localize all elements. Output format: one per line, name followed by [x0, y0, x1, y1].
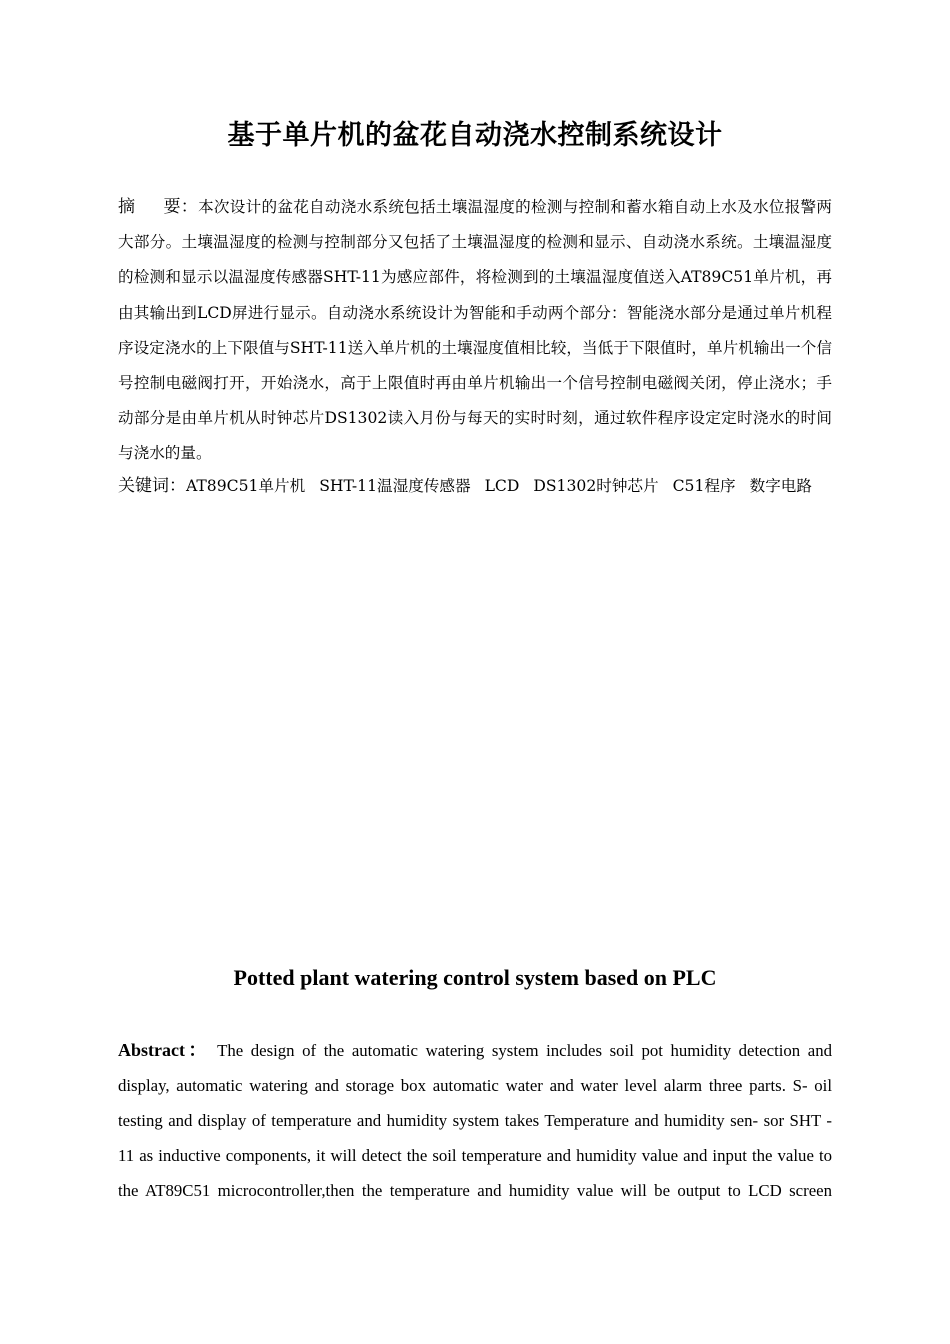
keyword: 数字电路 — [749, 477, 812, 495]
abstract-label-char-1: 摘 — [118, 197, 136, 217]
abstract-label-char-2: 要： — [163, 197, 199, 217]
english-abstract — [118, 1033, 832, 1208]
chinese-abstract — [118, 190, 832, 472]
chinese-title: 基于单片机的盆花自动浇水控制系统设计 — [227, 120, 723, 151]
english-title: Potted plant watering control system based on PLC — [233, 965, 717, 990]
chinese-keywords — [118, 469, 832, 504]
english-abstract-label: Abstract： — [118, 1040, 210, 1060]
keyword: C51程序 — [672, 477, 736, 495]
english-abstract-text: The design of the automatic watering system includes soil pot humidity detection and display, automatic watering and storage box automatic water and water level alarm three parts. S- oil testing and display of temperature and humidity system takes Temperature and humidity sen- sor SHT - 11 as inductive components, it will detect the soil temperature and humidity value and input the value to the AT89C51 microcontroller,then the temperature and humidity value will be output to LCD screen — [118, 1041, 832, 1200]
keyword: AT89C51单片机 — [186, 477, 306, 495]
keyword: DS1302时钟芯片 — [533, 477, 659, 495]
chinese-abstract-text: 本次设计的盆花自动浇水系统包括土壤温湿度的检测与控制和蓄水箱自动上水及水位报警两大部分。土壤温湿度的检测与控制部分又包括了土壤温湿度的检测和显示、自动浇水系统。土壤温湿度的检测和显示以温湿度传感器SHT-11为感应部件，将检测到的土壤温湿度值送入AT89C51单片机，再由其输出到LCD屏进行显示。自动浇水系统设计为智能和手动两个部分：智能浇水部分是通过单片机程序设定浇水的上下限值与SHT-11送入单片机的土壤湿度值相比较，当低于下限值时，单片机输出一个信号控制电磁阀打开，开始浇水，高于上限值时再由单片机输出一个信号控制电磁阀关闭，停止浇水；手动部分是由单片机从时钟芯片DS1302读入月份与每天的实时时刻，通过软件程序设定定时浇水的时间与浇水的量。 — [118, 198, 833, 463]
chinese-abstract-label — [118, 197, 198, 217]
chinese-keywords-label: 关键词： — [118, 476, 186, 496]
keyword: SHT-11温湿度传感器 — [319, 477, 471, 495]
keyword: LCD — [484, 477, 520, 495]
